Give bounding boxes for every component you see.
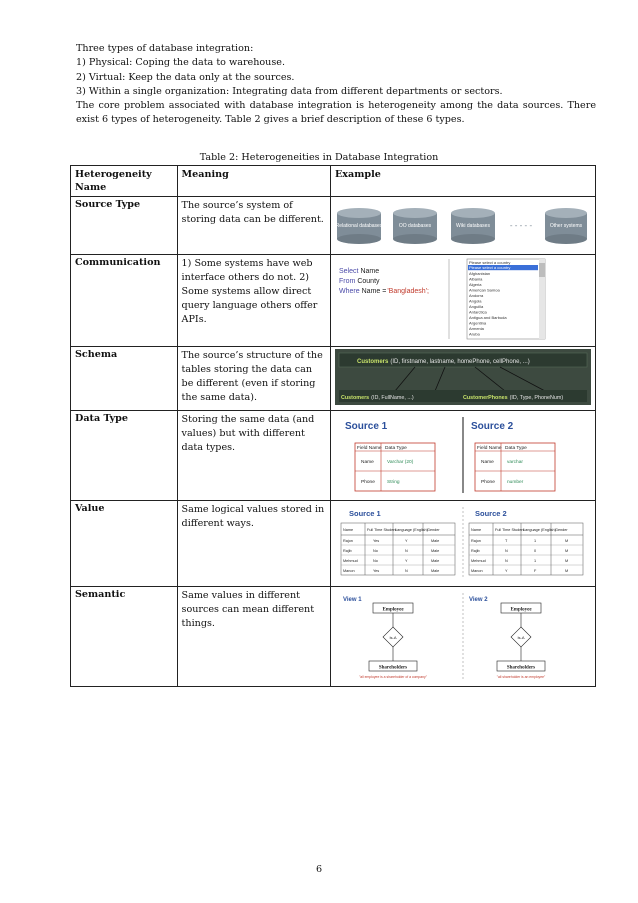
list-item: Anguilla <box>469 304 484 309</box>
view2-title: View 2 <box>469 597 488 603</box>
sql-value: Name = <box>361 288 387 295</box>
svg-text:Yes: Yes <box>373 569 380 573</box>
svg-text:Is-A: Is-A <box>389 635 397 640</box>
svg-text:"all employee is a shareholder: "all employee is a shareholder of a company" <box>359 675 427 679</box>
svg-text:0: 0 <box>534 549 537 553</box>
list-item: Angola <box>469 298 482 304</box>
source2-value-table <box>469 523 583 575</box>
row-name: Schema <box>71 347 178 411</box>
schema-left: Customers (ID, FullName, ...) <box>341 395 414 401</box>
cylinder-label: OO databases <box>398 223 432 229</box>
view2-er <box>497 603 546 679</box>
svg-text:SelectName <box>339 268 379 275</box>
svg-text:String: String <box>387 480 400 485</box>
sql-keyword: Where <box>339 288 360 295</box>
svg-text:F: F <box>534 569 537 573</box>
list-item: Please select a country <box>469 260 511 265</box>
cylinder-label: Relational databases <box>335 223 383 229</box>
source1-title: Source 1 <box>349 509 381 518</box>
dashes: - - - - - <box>509 221 533 230</box>
source2-title: Source 2 <box>471 421 514 432</box>
list-item: Antigua and Barbuda <box>469 315 507 320</box>
table-row <box>71 501 596 587</box>
header-meaning: Meaning <box>177 166 330 197</box>
sql-query <box>339 268 429 295</box>
example-schema <box>331 347 596 411</box>
cylinder-oo <box>393 208 437 244</box>
svg-text:Manon: Manon <box>343 569 355 573</box>
svg-text:No: No <box>373 549 378 553</box>
example-semantic <box>331 587 596 687</box>
sql-value: County <box>357 278 380 285</box>
svg-text:Y: Y <box>505 569 508 573</box>
intro-line: Three types of database integration: <box>76 43 254 54</box>
source1-title: Source 1 <box>345 421 388 432</box>
svg-text:Gender: Gender <box>555 528 568 532</box>
row-meaning: The source’s structure of the tables storing the data can be different (even if storing the same data). <box>177 347 330 411</box>
header-example: Example <box>331 166 596 197</box>
svg-text:Language (English): Language (English) <box>395 528 428 532</box>
view1-er <box>359 603 428 679</box>
svg-text:Data Type: Data Type <box>505 446 527 451</box>
row-name: Semantic <box>71 587 178 687</box>
table-row <box>71 411 596 501</box>
svg-text:Mehmud: Mehmud <box>343 559 358 563</box>
svg-text:Male: Male <box>431 549 440 553</box>
table-row <box>71 255 596 347</box>
row-meaning: Same logical values stored in different ways. <box>177 501 330 587</box>
example-data-type <box>331 411 596 501</box>
svg-text:M: M <box>565 569 569 573</box>
table-header-row <box>71 166 596 197</box>
svg-text:Rajon: Rajon <box>343 539 353 543</box>
svg-text:Gender: Gender <box>427 528 440 532</box>
cylinder-label: Other systems <box>549 223 583 229</box>
svg-text:Mehmud: Mehmud <box>471 559 486 563</box>
table-row <box>71 587 596 687</box>
list-item: Argentina <box>469 320 487 326</box>
cylinder-wiki <box>451 208 495 244</box>
svg-text:Phone: Phone <box>481 480 495 485</box>
svg-text:1: 1 <box>534 559 537 563</box>
svg-text:Rajib: Rajib <box>343 549 352 553</box>
row-name: Source Type <box>71 197 178 255</box>
svg-text:N: N <box>505 549 508 553</box>
svg-text:No: No <box>373 559 378 563</box>
svg-text:WhereName ='Bangladesh'; <box>339 288 429 295</box>
example-communication <box>331 255 596 347</box>
intro-line: 2) Virtual: Keep the data only at the sources. <box>76 71 295 83</box>
intro-line: 1) Physical: Coping the data to warehouse. <box>76 57 285 69</box>
list-item: Aruba <box>469 331 480 337</box>
svg-text:Male: Male <box>431 539 440 543</box>
svg-text:varchar: varchar <box>507 460 523 465</box>
svg-text:number: number <box>507 480 524 485</box>
table-caption: Table 2: Heterogeneities in Database Integration <box>199 152 439 163</box>
row-name: Communication <box>71 255 178 347</box>
svg-text:Yes: Yes <box>373 539 380 543</box>
intro-line: 3) Within a single organization: Integrating data from different departments or sectors. <box>76 85 503 97</box>
svg-text:Phone: Phone <box>361 480 375 485</box>
sql-keyword: From <box>339 278 356 285</box>
row-meaning: 1) Some systems have web interface others do not. 2) Some systems allow direct query language others offer APIs. <box>177 255 330 347</box>
sql-keyword: Select <box>339 268 359 275</box>
svg-text:Employee: Employee <box>382 607 404 613</box>
svg-text:Name: Name <box>471 528 482 532</box>
svg-text:1: 1 <box>534 539 537 543</box>
table-row <box>71 347 596 411</box>
svg-text:Name: Name <box>481 460 494 465</box>
example-source-type <box>331 197 596 255</box>
page-number: 6 <box>315 864 323 875</box>
svg-text:T: T <box>505 539 508 543</box>
example-value <box>331 501 596 587</box>
svg-text:M: M <box>565 549 569 553</box>
svg-text:Field Name: Field Name <box>357 446 382 451</box>
list-item: Antarctica <box>469 309 487 315</box>
row-name: Value <box>71 501 178 587</box>
svg-text:Y: Y <box>405 539 408 543</box>
intro-text <box>76 42 596 128</box>
sql-string: 'Bangladesh'; <box>387 288 429 295</box>
svg-text:Shareholders: Shareholders <box>378 665 408 671</box>
schema-right: CustomerPhones (ID, Type, PhoneNum) <box>463 395 564 401</box>
source1-table <box>355 443 435 491</box>
list-item: Please select a country <box>469 265 511 271</box>
source2-title: Source 2 <box>475 509 507 518</box>
svg-text:Name: Name <box>343 528 354 532</box>
row-meaning: The source’s system of storing data can be different. <box>177 197 330 255</box>
svg-text:Is-A: Is-A <box>517 635 525 640</box>
value-diagram <box>335 503 591 581</box>
svg-text:FromCounty <box>339 278 380 285</box>
row-name: Data Type <box>71 411 178 501</box>
row-meaning: Same values in different sources can mean different things. <box>177 587 330 687</box>
schema-diagram <box>335 349 591 405</box>
svg-text:Employee: Employee <box>510 607 532 613</box>
schema-top: Customers (ID, firstname, lastname, homePhone, cellPhone, ...) <box>357 359 530 365</box>
source1-value-table <box>341 523 455 575</box>
svg-text:Name: Name <box>361 460 374 465</box>
list-item: Algeria <box>469 282 482 287</box>
intro-paragraph: The core problem associated with database integration is heterogeneity among the data sources. There exist 6 types of heterogeneity. Table 2 gives a brief description of these 6 types. <box>76 100 596 126</box>
list-item: Andorra <box>469 293 484 298</box>
data-type-diagram <box>335 413 591 495</box>
heterogeneity-table <box>70 165 596 687</box>
cylinder-relational <box>336 208 383 244</box>
list-item: Afghanistan <box>469 271 491 276</box>
svg-text:Rajon: Rajon <box>471 539 481 543</box>
svg-text:Manon: Manon <box>471 569 483 573</box>
semantic-diagram <box>335 589 591 681</box>
sql-value: Name <box>360 268 380 275</box>
svg-text:Y: Y <box>405 559 408 563</box>
svg-text:N: N <box>505 559 508 563</box>
table-row <box>71 197 596 255</box>
svg-text:M: M <box>565 559 569 563</box>
communication-diagram <box>335 257 591 341</box>
svg-text:Rajib: Rajib <box>471 549 480 553</box>
svg-text:Full Time Student: Full Time Student <box>495 528 525 532</box>
svg-text:M: M <box>565 539 569 543</box>
view1-title: View 1 <box>343 597 362 603</box>
svg-text:Male: Male <box>431 569 440 573</box>
svg-text:N: N <box>405 549 408 553</box>
svg-text:Language (English): Language (English) <box>523 528 556 532</box>
list-item: American Samoa <box>469 287 500 293</box>
list-item: Armenia <box>469 326 484 331</box>
list-item: Albania <box>469 276 483 282</box>
svg-text:Male: Male <box>431 559 440 563</box>
svg-text:"all shareholder is an employe: "all shareholder is an employee" <box>496 675 546 679</box>
svg-text:Data Type: Data Type <box>385 446 407 451</box>
svg-text:Field Name: Field Name <box>477 446 502 451</box>
source2-table <box>475 443 555 491</box>
cylinder-label: Wiki databases <box>456 223 490 229</box>
source-type-diagram <box>335 199 591 249</box>
svg-text:Shareholders: Shareholders <box>506 665 536 671</box>
row-meaning: Storing the same data (and values) but with different data types. <box>177 411 330 501</box>
svg-text:Varchar (20): Varchar (20) <box>387 460 414 465</box>
cylinder-other <box>545 208 587 244</box>
svg-text:N: N <box>405 569 408 573</box>
svg-text:Full Time Student: Full Time Student <box>367 528 397 532</box>
header-name: Heterogeneity Name <box>71 166 178 197</box>
